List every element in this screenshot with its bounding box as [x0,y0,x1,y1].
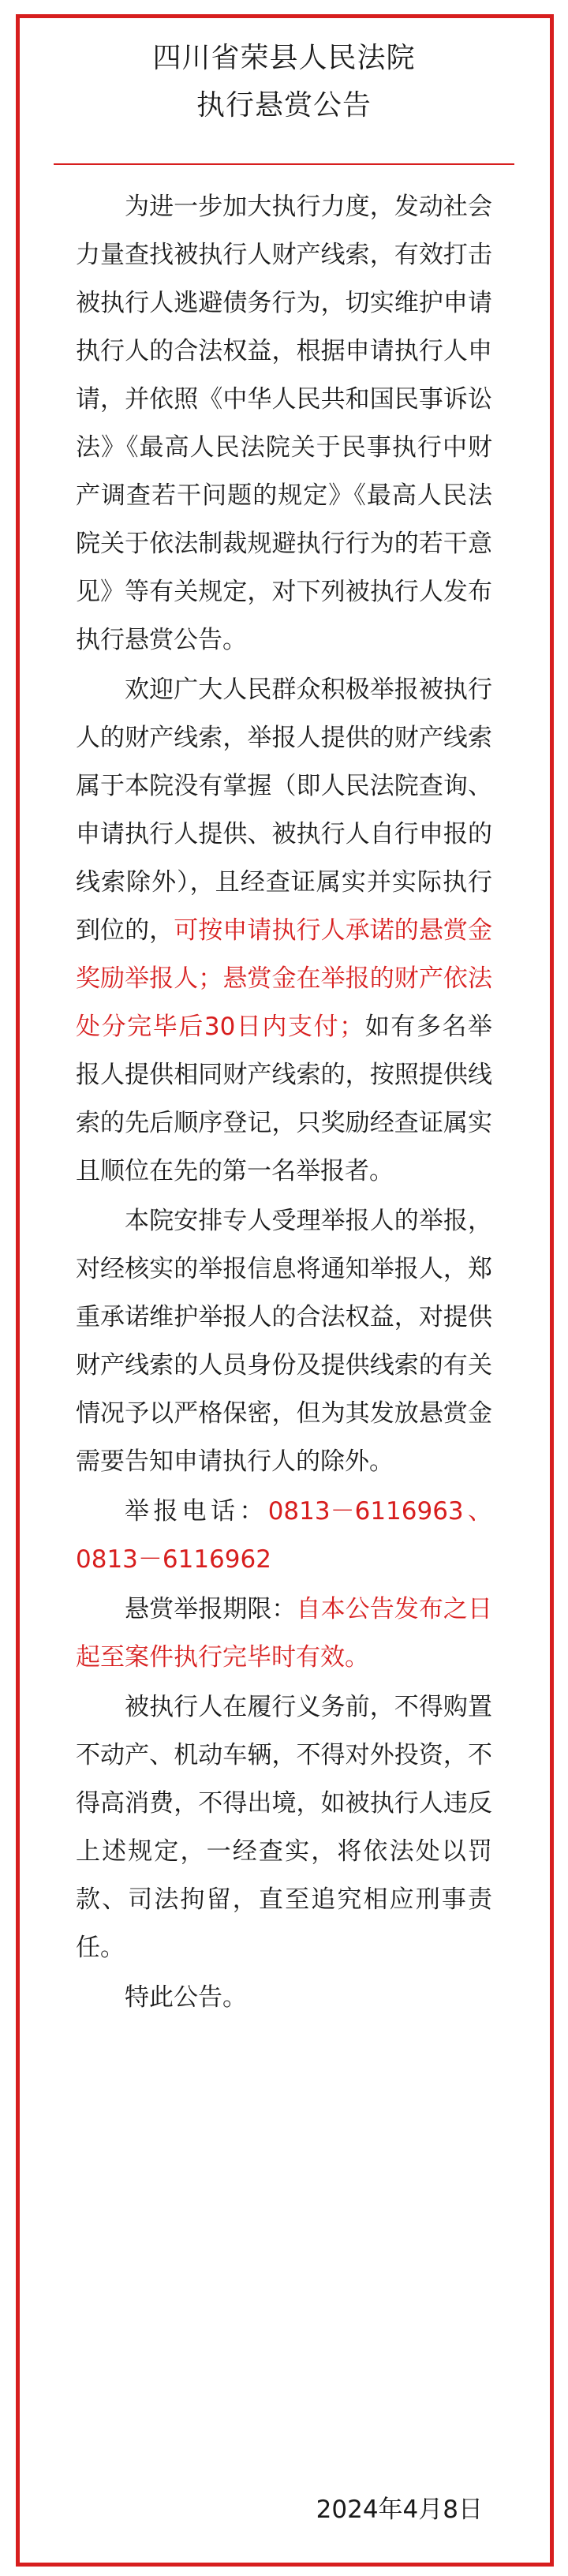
court-name-title: 四川省荣县人民法院 [152,42,416,74]
paragraph-confidentiality: 本院安排专人受理举报人的举报，对经核实的举报信息将通知举报人，郑重承诺维护举报人的合法权益，对提供财产线索的人员身份及提供线索的有关情况予以严格保密，但为其发放悬赏金需要告知申请执行人的除外。 [76,1207,492,1476]
notice-type-title: 执行悬赏公告 [196,89,372,122]
reward-highlight: 可按申请执行人承诺的悬赏金奖励举报人；悬赏金在举报的财产依法处分完毕后30日内支付； [76,916,492,1041]
notice-body [76,183,492,2024]
paragraph-reward [76,666,492,1196]
reward-text-b: 如有多名举报人提供相同财产线索的，按照提供线索的先后顺序登记，只奖励经查证属实且顺位在先的第一名举报者。 [76,1013,493,1185]
paragraph-period [76,1586,492,1682]
paragraph-closing: 特此公告。 [125,1983,247,2012]
notice-title [0,35,568,129]
reward-text-a: 欢迎广大人民群众积极举报被执行人的财产线索，举报人提供的财产线索属于本院没有掌握（即人民法院查询、申请执行人提供、被执行人自行申报的线索除外），且经查证属实并实际执行到位的， [76,676,492,945]
period-label: 悬赏举报期限： [125,1595,297,1623]
phone-numbers: 0813－6116963、0813－6116962 [76,1497,492,1574]
period-value: 自本公告发布之日起至案件执行完毕时有效。 [76,1595,492,1672]
phone-label: 举报电话： [125,1497,268,1526]
title-divider [54,163,514,165]
paragraph-intro: 为进一步加大执行力度，发动社会力量查找被执行人财产线索，有效打击被执行人逃避债务行为，切实维护申请执行人的合法权益，根据申请执行人申请，并依照《中华人民共和国民事诉讼法》《最高人民法院关于民事执行中财产调查若干问题的规定》《最高人民法院关于依法制裁规避执行行为的若干意见》等有关规定，对下列被执行人发布执行悬赏公告。 [76,193,492,654]
paragraph-phone [76,1488,492,1584]
paragraph-restrictions: 被执行人在履行义务前，不得购置不动产、机动车辆，不得对外投资，不得高消费，不得出境，如被执行人违反上述规定，一经查实，将依法处以罚款、司法拘留，直至追究相应刑事责任。 [76,1693,492,1962]
notice-date: 2024年4月8日 [316,2496,483,2524]
